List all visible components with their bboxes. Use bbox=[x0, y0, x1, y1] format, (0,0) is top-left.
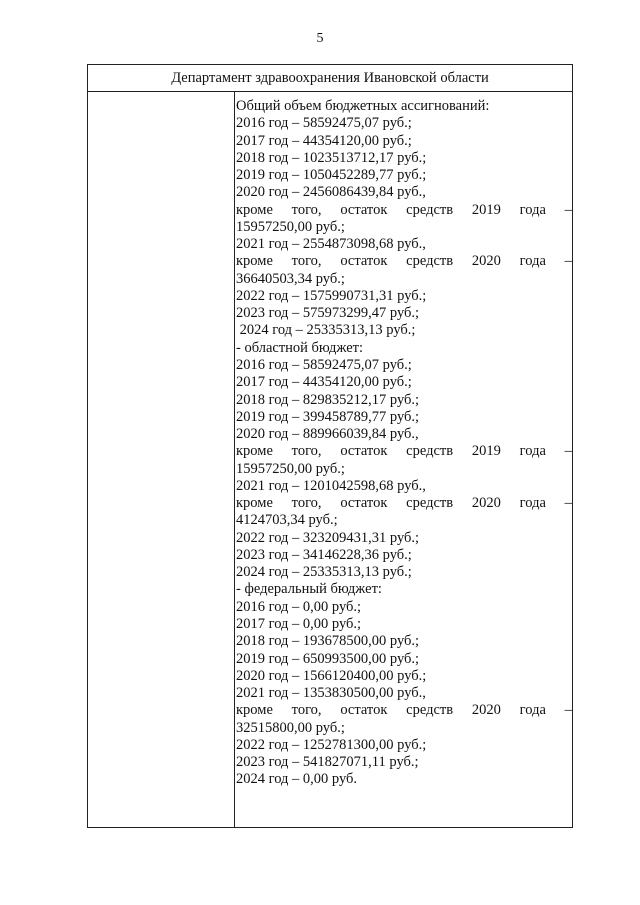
content-line: 2020 год – 1566120400,00 руб.; bbox=[236, 667, 427, 684]
content-word: средств bbox=[406, 201, 454, 218]
content-word: 2019 bbox=[471, 443, 501, 460]
content-line bbox=[236, 202, 572, 219]
content-line: 2017 год – 44354120,00 руб.; bbox=[236, 132, 412, 149]
content-word: остаток bbox=[340, 201, 388, 218]
content-line: 2023 год – 541827071,11 руб.; bbox=[236, 754, 419, 771]
content-line: 2017 год – 44354120,00 руб.; bbox=[236, 374, 412, 391]
content-line: 2018 год – 193678500,00 руб.; bbox=[236, 633, 420, 650]
content-word: кроме bbox=[236, 495, 273, 512]
content-word: – bbox=[564, 201, 572, 218]
content-word: года bbox=[519, 495, 546, 512]
content-line: - областной бюджет: bbox=[236, 339, 364, 356]
content-word: средств bbox=[406, 495, 454, 512]
content-line bbox=[236, 443, 572, 460]
content-line: 4124703,34 руб.; bbox=[236, 512, 338, 529]
content-line: 2022 год – 1252781300,00 руб.; bbox=[236, 736, 427, 753]
content-line: 2021 год – 1201042598,68 руб., bbox=[236, 477, 426, 494]
table-header-department: Департамент здравоохранения Ивановской области bbox=[88, 65, 572, 92]
content-line: 2018 год – 829835212,17 руб.; bbox=[236, 391, 420, 408]
content-word: средств bbox=[406, 702, 454, 719]
content-line: 2024 год – 0,00 руб. bbox=[236, 771, 358, 788]
content-line: 2023 год – 575973299,47 руб.; bbox=[236, 305, 420, 322]
budget-table bbox=[87, 64, 573, 828]
content-line: 2023 год – 34146228,36 руб.; bbox=[236, 546, 412, 563]
content-word: года bbox=[519, 702, 546, 719]
content-line: 2019 год – 650993500,00 руб.; bbox=[236, 650, 420, 667]
content-word: остаток bbox=[340, 253, 388, 270]
content-word: того, bbox=[291, 702, 322, 719]
content-word: года bbox=[519, 253, 546, 270]
content-line: 2019 год – 1050452289,77 руб.; bbox=[236, 167, 427, 184]
content-line: 2021 год – 1353830500,00 руб., bbox=[236, 685, 426, 702]
content-word: того, bbox=[291, 443, 322, 460]
content-line: 2022 год – 323209431,31 руб.; bbox=[236, 529, 420, 546]
content-line: 2016 год – 58592475,07 руб.; bbox=[236, 356, 412, 373]
content-word: 2020 bbox=[471, 253, 501, 270]
content-line: - федеральный бюджет: bbox=[236, 581, 382, 598]
content-word: остаток bbox=[340, 495, 388, 512]
content-line bbox=[236, 702, 572, 719]
content-word: – bbox=[564, 495, 572, 512]
content-line: 15957250,00 руб.; bbox=[236, 460, 345, 477]
content-word: того, bbox=[291, 495, 322, 512]
content-word: кроме bbox=[236, 702, 273, 719]
content-word: того, bbox=[291, 201, 322, 218]
content-line: 36640503,34 руб.; bbox=[236, 270, 345, 287]
content-line: 2016 год – 0,00 руб.; bbox=[236, 598, 362, 615]
content-line: 2021 год – 2554873098,68 руб., bbox=[236, 236, 426, 253]
content-word: остаток bbox=[340, 702, 388, 719]
page-number: 5 bbox=[316, 31, 324, 46]
content-word: кроме bbox=[236, 443, 273, 460]
content-word: 2020 bbox=[471, 702, 501, 719]
content-word: – bbox=[564, 443, 572, 460]
content-line: 32515800,00 руб.; bbox=[236, 719, 345, 736]
content-word: года bbox=[519, 201, 546, 218]
content-word: года bbox=[519, 443, 546, 460]
content-line: 2016 год – 58592475,07 руб.; bbox=[236, 115, 412, 132]
content-word: кроме bbox=[236, 201, 273, 218]
content-word: средств bbox=[406, 443, 454, 460]
content-line: 2019 год – 399458789,77 руб.; bbox=[236, 408, 420, 425]
content-line: 2024 год – 25335313,13 руб.; bbox=[236, 322, 416, 339]
content-line: 2024 год – 25335313,13 руб.; bbox=[236, 564, 412, 581]
content-word: – bbox=[564, 253, 572, 270]
content-line: Общий объем бюджетных ассигнований: bbox=[236, 98, 490, 114]
content-word: 2020 bbox=[471, 495, 501, 512]
content-line: 2018 год – 1023513712,17 руб.; bbox=[236, 149, 427, 166]
content-word: 2019 bbox=[471, 201, 501, 218]
content-word: кроме bbox=[236, 253, 273, 270]
content-line bbox=[236, 495, 572, 512]
content-word: остаток bbox=[340, 443, 388, 460]
table-content-cell bbox=[236, 98, 572, 789]
content-word: средств bbox=[406, 253, 454, 270]
content-word: – bbox=[564, 702, 572, 719]
content-line: 2020 год – 2456086439,84 руб., bbox=[236, 184, 426, 201]
content-word: того, bbox=[291, 253, 322, 270]
content-line: 15957250,00 руб.; bbox=[236, 218, 345, 235]
content-line: 2017 год – 0,00 руб.; bbox=[236, 615, 362, 632]
table-left-column bbox=[88, 91, 235, 827]
content-line: 2022 год – 1575990731,31 руб.; bbox=[236, 287, 427, 304]
content-line bbox=[236, 253, 572, 270]
content-line: 2020 год – 889966039,84 руб., bbox=[236, 426, 419, 443]
